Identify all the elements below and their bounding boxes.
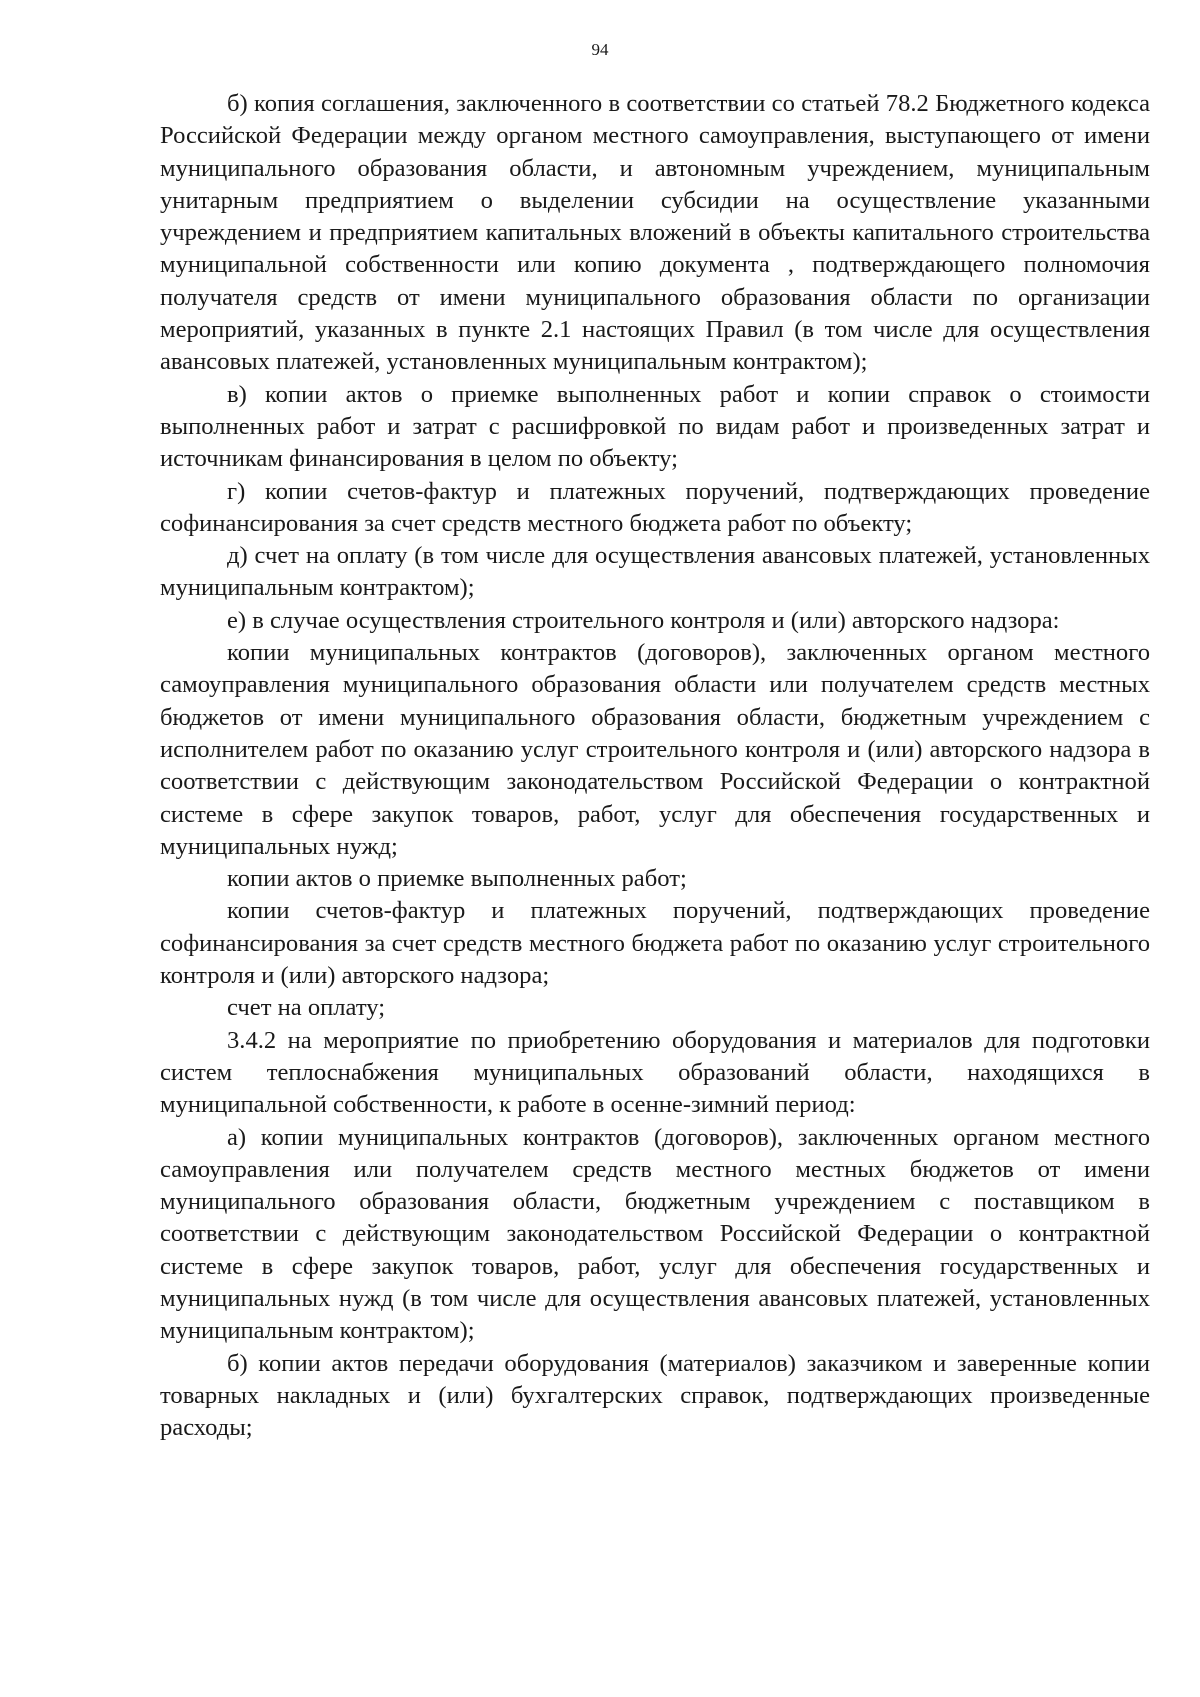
paragraph-b-transfer-acts: б) копии актов передачи оборудования (материалов) заказчиком и заверенные копии товарных накладных и (или) бухгалтерских справок, подтверждающих произведенные расходы; xyxy=(160,1349,1150,1442)
paragraph-v-acceptance-acts: в) копии актов о приемке выполненных работ и копии справок о стоимости выполненных работ и затрат с расшифровкой по видам работ и произведенных затрат и источникам финансирования в целом по объекту; xyxy=(160,380,1150,473)
scan-edge-mark xyxy=(108,0,142,6)
paragraph-payment-invoice: счет на оплату; xyxy=(227,994,386,1022)
paragraph-d-payment-invoice: д) счет на оплату (в том числе для осуществления авансовых платежей, установленных муниципальным контрактом); xyxy=(160,542,1150,602)
paragraph-3-4-2-equipment: 3.4.2 на мероприятие по приобретению оборудования и материалов для подготовки систем теплоснабжения муниципальных образований области, находящихся в муниципальной собственности, к работе в осенне-зимний период: xyxy=(160,1026,1150,1119)
paragraph-b-agreement-copy: б) копия соглашения, заключенного в соответствии со статьей 78.2 Бюджетного кодекса Российской Федерации между органом местного самоуправления, выступающего от имени муниципального образования области, и автономным учреждением, муниципальным унитарным предприятием о выделении субсидии на осуществление указанными учреждением и предприятием капитальных вложений в объекты капитального строительства муниципальной собственности или копию документа , подтверждающего полномочия получателя средств от имени муниципального образования области по организации мероприятий, указанных в пункте 2.1 настоящих Правил (в том числе для осуществления авансовых платежей, установленных муниципальным контрактом); xyxy=(160,90,1150,376)
paragraph-e-construction-control: е) в случае осуществления строительного контроля и (или) авторского надзора: xyxy=(227,606,1060,634)
paragraph-municipal-contracts: копии муниципальных контрактов (договоров), заключенных органом местного самоуправления муниципального образования области или получателем средств местных бюджетов от имени муниципального образования области, бюджетным учреждением с исполнителем работ по оказанию услуг строительного контроля и (или) авторского надзора в соответствии с действующим законодательством Российской Федерации о контрактной системе в сфере закупок товаров, работ, услуг для обеспечения государственных и муниципальных нужд; xyxy=(160,639,1150,860)
paragraph-g-invoices: г) копии счетов-фактур и платежных поручений, подтверждающих проведение софинансирования за счет средств местного бюджета работ по объекту; xyxy=(160,477,1150,537)
paragraph-a-contracts-copies: а) копии муниципальных контрактов (договоров), заключенных органом местного самоуправления или получателем средств местного местных бюджетов от имени муниципального образования области, бюджетным учреждением с поставщиком в соответствии с действующим законодательством Российской Федерации о контрактной системе в сфере закупок товаров, работ, услуг для обеспечения государственных и муниципальных нужд (в том числе для осуществления авансовых платежей, установленных муниципальным контрактом); xyxy=(160,1123,1150,1345)
document-body xyxy=(160,88,1150,1444)
page-number: 94 xyxy=(591,40,609,59)
paragraph-invoices-copies: копии счетов-фактур и платежных поручений, подтверждающих проведение софинансирования за счет средств местного бюджета работ по оказанию услуг строительного контроля и (или) авторского надзора; xyxy=(160,897,1150,990)
paragraph-acceptance-acts-copies: копии актов о приемке выполненных работ; xyxy=(227,865,687,893)
